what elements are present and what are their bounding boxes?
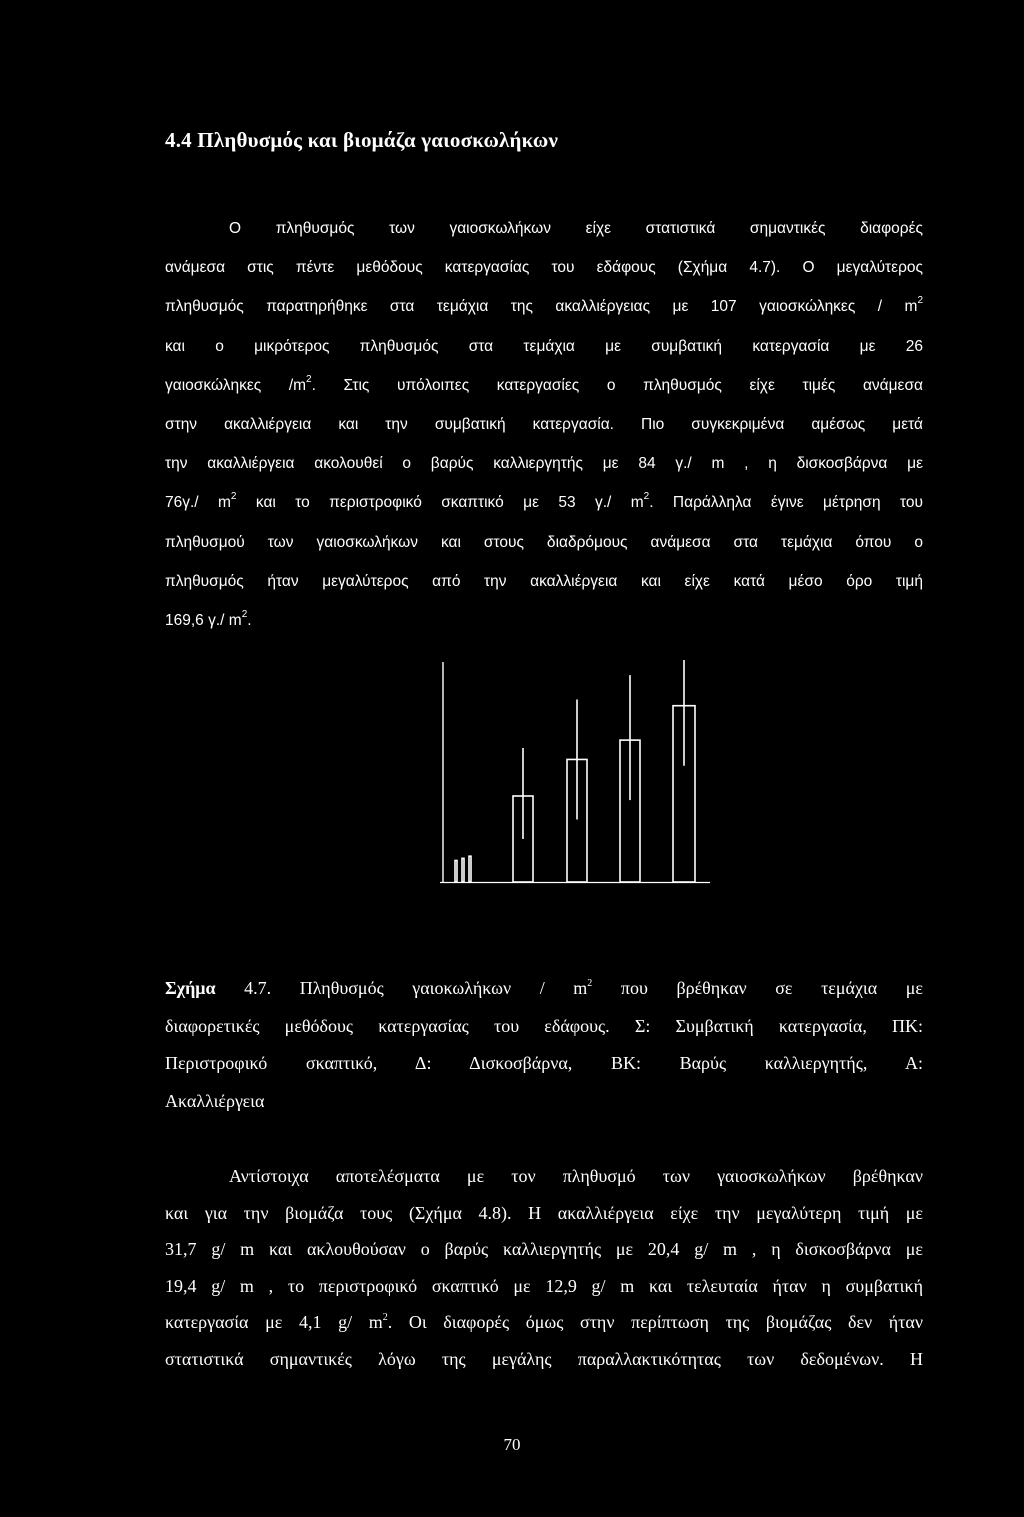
text-line (165, 970, 923, 1008)
line-text: στην ακαλλιέργεια και την συμβατική κατεργασία. Πιο συγκεκριμένα αμέσως μετά (165, 416, 923, 434)
text-line (165, 1268, 923, 1305)
text-line (165, 327, 923, 366)
text-line (165, 523, 923, 562)
text-line (165, 366, 923, 405)
page-number: 70 (503, 1435, 521, 1454)
text-line (165, 1231, 923, 1268)
line-text: που βρέθηκαν σε τεμάχια με (592, 978, 923, 998)
text-line (165, 1195, 923, 1232)
superscript: 2 (643, 491, 650, 503)
text-line (165, 1045, 923, 1083)
line-text: Αντίστοιχα αποτελέσματα με τον πληθυσμό των γαιοσκωλήκων βρέθηκαν (229, 1166, 923, 1186)
paragraph-biomass (165, 1158, 923, 1377)
bar-2 (462, 858, 464, 882)
text-line (165, 1304, 923, 1341)
text-line (165, 1341, 923, 1378)
line-text: την ακαλλιέργεια ακολουθεί ο βαρύς καλλιεργητής με 84 γ./ m , η δισκοσβάρνα με (165, 455, 923, 473)
superscript: 2 (230, 491, 237, 503)
line-text: γαιοσκώληκες /m (165, 376, 307, 394)
text-line (165, 1083, 923, 1121)
line-text: κατεργασία με 4,1 g/ m (165, 1312, 383, 1332)
superscript: 2 (382, 1312, 388, 1323)
line-text: . Παράλληλα έγινε μέτρηση του (649, 494, 923, 512)
line-text: στατιστικά σημαντικές λόγω της μεγάλης παραλλακτικότητας των δεδομένων. Η (165, 1348, 923, 1369)
line-text: διαφορετικές μεθόδους κατεργασίας του εδάφους. Σ: Συμβατική κατεργασία, ΠΚ: (165, 1015, 923, 1036)
superscript: 2 (306, 373, 312, 385)
line-text: Ο πληθυσμός των γαιοσκωλήκων είχε στατιστικά σημαντικές διαφορές (229, 220, 923, 237)
line-text: Ακαλλιέργεια (165, 1090, 265, 1111)
section-heading: 4.4 Πληθυσμός και βιομάζα γαιοσκωλήκων (165, 128, 559, 152)
line-text: πληθυσμός παρατηρήθηκε στα τεμάχια της ακαλλιέργειας με 107 γαιοσκώληκες / m (165, 298, 918, 316)
line-text: πληθυσμού των γαιοσκωλήκων και στους διαδρόμους ανάμεσα στα τεμάχια όπου ο (165, 533, 923, 551)
line-text: 19,4 g/ m , το περιστροφικό σκαπτικό με 12,9 g/ m και τελευταία ήταν η συμβατική (165, 1275, 923, 1296)
bar-figure (440, 660, 710, 890)
line-text: 76γ./ m (165, 494, 231, 512)
line-text: ανάμεσα στις πέντε μεθόδους κατεργασίας του εδάφους (Σχήμα 4.7). Ο μεγαλύτερος (165, 259, 923, 277)
superscript: 2 (917, 295, 923, 307)
text-line (165, 248, 923, 287)
line-text: Περιστροφικό σκαπτικό, Δ: Δισκοσβάρνα, ΒΚ: Βαρύς καλλιεργητής, Α: (165, 1053, 923, 1074)
bar-1 (455, 861, 457, 883)
line-text: και το περιστροφικό σκαπτικό με 53 γ./ m (236, 494, 644, 512)
text-line (165, 1158, 923, 1195)
line-text: . (247, 612, 252, 630)
superscript: 2 (241, 609, 248, 621)
line-text: 169,6 γ./ m (165, 612, 242, 630)
line-text: . Στις υπόλοιπες κατεργασίες ο πληθυσμός είχε τιμές ανάμεσα (311, 376, 923, 394)
text-line (165, 1008, 923, 1046)
line-text: πληθυσμός ήταν μεγαλύτερος από την ακαλλιέργεια και είχε κατά μέσο όρο τιμή (165, 572, 923, 590)
figure-caption (165, 970, 923, 1120)
text-line (165, 405, 923, 444)
line-text: 4.7. Πληθυσμός γαιοκωλήκων / m (215, 978, 588, 998)
text-line (165, 444, 923, 483)
text-line (165, 483, 923, 522)
text-line (165, 562, 923, 601)
text-line (165, 601, 923, 640)
paragraph-population (165, 209, 923, 640)
caption-label: Σχήμα (165, 978, 216, 998)
line-text: 31,7 g/ m και ακλουθούσαν ο βαρύς καλλιεργητής με 20,4 g/ m , η δισκοσβάρνα με (165, 1239, 923, 1259)
line-text: και για την βιομάζα τους (Σχήμα 4.8). Η ακαλλιέργεια είχε την μεγαλύτερη τιμή με (165, 1202, 923, 1223)
text-line (165, 209, 923, 248)
line-text: . Οι διαφορές όμως στην περίπτωση της βιομάζας δεν ήταν (387, 1312, 923, 1332)
line-text: και ο μικρότερος πληθυσμός στα τεμάχια με συμβατική κατεργασία με 26 (165, 337, 923, 355)
bar-3 (469, 856, 471, 882)
text-line (165, 287, 923, 326)
superscript: 2 (587, 978, 593, 989)
